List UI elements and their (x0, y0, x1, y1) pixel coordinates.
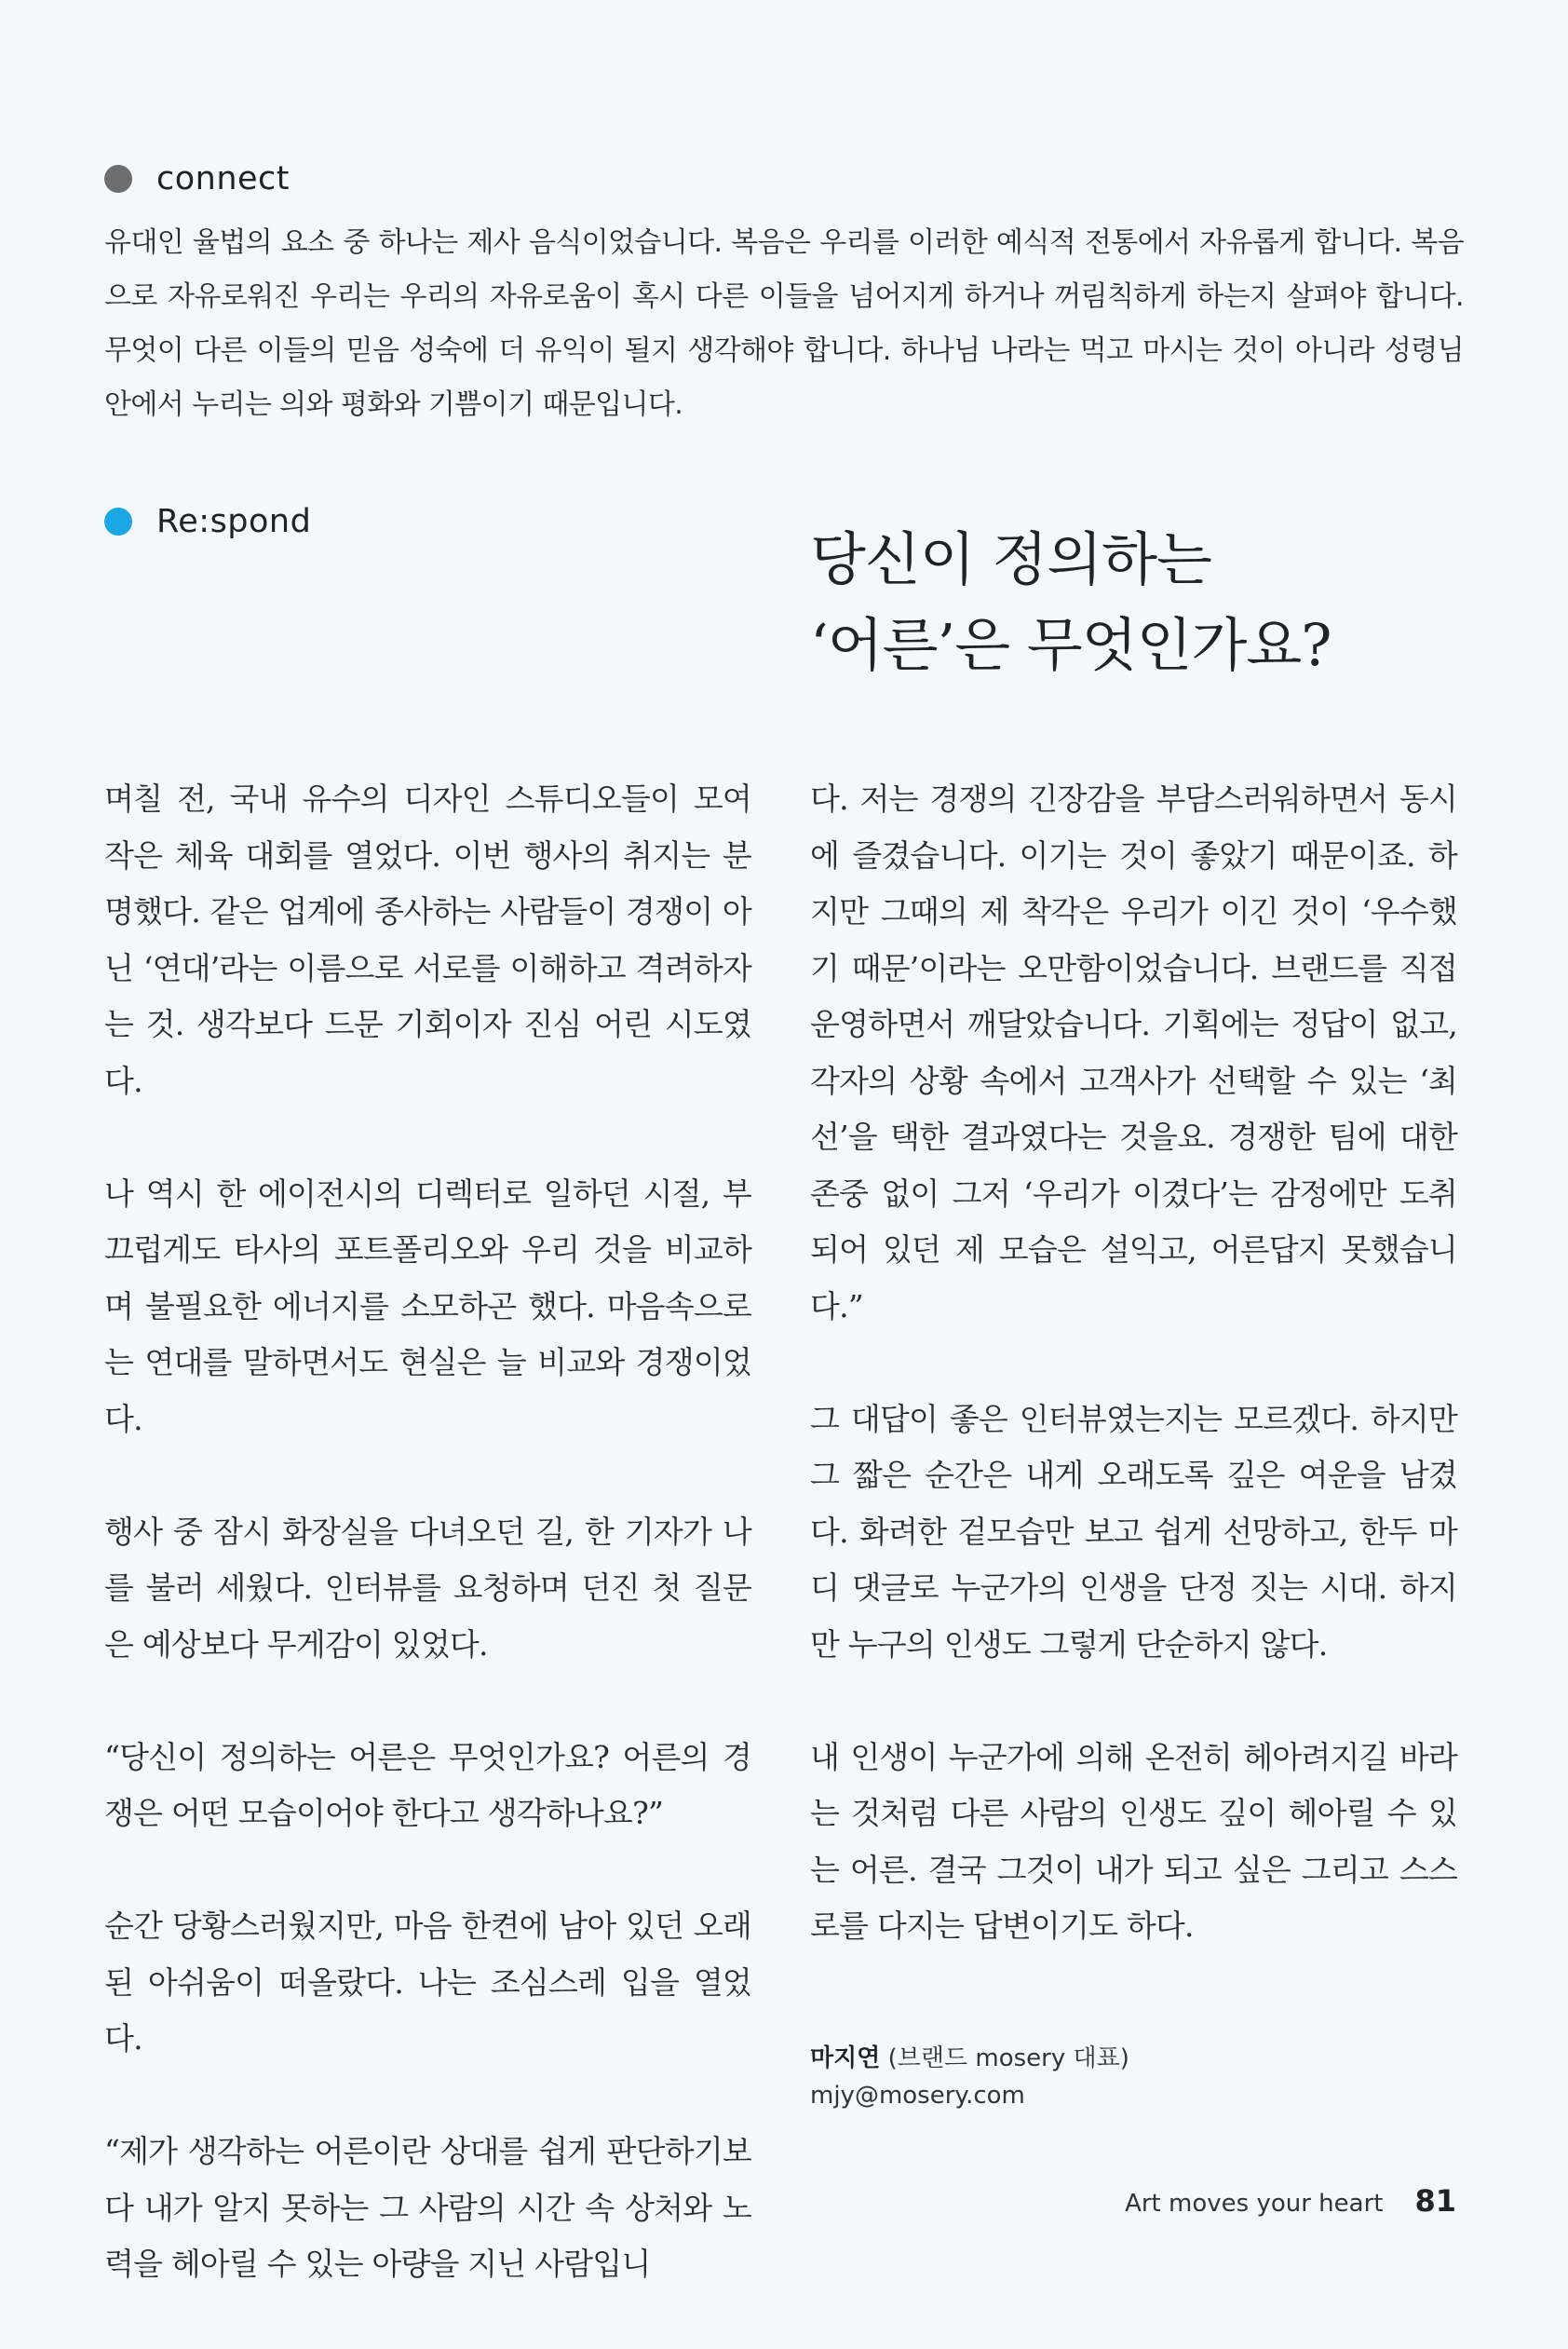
article-paragraph: 며칠 전, 국내 유수의 디자인 스튜디오들이 모여 작은 체육 대회를 열었다. 이번 행사의 취지는 분명했다. 같은 업계에 종사하는 사람들이 경쟁이 아닌 ‘연대’라는 이름으로 서로를 이해하고 격려하자는 것. 생각보다 드문 기회이자 진심 어린 시도였다. (104, 781, 751, 1099)
article-column-right (810, 771, 1457, 2011)
connect-section-header (104, 160, 290, 197)
article-paragraph: 다. 저는 경쟁의 긴장감을 부담스러워하면서 동시에 즐겼습니다. 이기는 것이 좋았기 때문이죠. 하지만 그때의 제 착각은 우리가 이긴 것이 ‘우수했기 때문’이라는 오만함이었습니다. 브랜드를 직접 운영하면서 깨달았습니다. 기획에는 정답이 없고, 각자의 상황 속에서 고객사가 선택할 수 있는 ‘최선’을 택한 결과였다는 것을요. 경쟁한 팀에 대한 존중 없이 그저 ‘우리가 이겼다’는 감정에만 도취되어 있던 제 모습은 설익고, 어른답지 못했습니다.” (810, 781, 1457, 1324)
author-role: (브랜드 mosery 대표) (887, 2044, 1129, 2072)
article-paragraph: 행사 중 잠시 화장실을 다녀오던 길, 한 기자가 나를 불러 세웠다. 인터뷰를 요청하며 던진 첫 질문은 예상보다 무게감이 있었다. (104, 1513, 751, 1663)
article-paragraph: “당신이 정의하는 어른은 무엇인가요? 어른의 경쟁은 어떤 모습이어야 한다고 생각하나요?” (104, 1738, 751, 1831)
article-paragraph: 내 인생이 누군가에 의해 온전히 헤아려지길 바라는 것처럼 다른 사람의 인생도 깊이 헤아릴 수 있는 어른. 결국 그것이 내가 되고 싶은 그리고 스스로를 다지는 답변이기도 하다. (810, 1738, 1457, 1944)
connect-body-text: 유대인 율법의 요소 중 하나는 제사 음식이었습니다. 복음은 우리를 이러한 예식적 전통에서 자유롭게 합니다. 복음으로 자유로워진 우리는 우리의 자유로움이 혹시 다른 이들을 넘어지게 하거나 꺼림칙하게 하는지 살펴야 합니다. 무엇이 다른 이들의 믿음 성숙에 더 유익이 될지 생각해야 합니다. 하나님 나라는 먹고 마시는 것이 아니라 성령님 안에서 누리는 의와 평화와 기쁨이기 때문입니다. (104, 226, 1464, 421)
footer-tagline: Art moves your heart (1125, 2190, 1384, 2218)
connect-bullet-icon (104, 165, 132, 193)
respond-label: Re:spond (156, 503, 312, 540)
author-email: mjy@mosery.com (810, 2082, 1025, 2110)
headline-line-2: ‘어른’은 무엇인가요? (810, 611, 1331, 679)
respond-section-header (104, 503, 311, 540)
author-name: 마지연 (810, 2044, 881, 2072)
article-column-left (104, 771, 751, 2349)
article-paragraph: 그 대답이 좋은 인터뷰였는지는 모르겠다. 하지만 그 짧은 순간은 내게 오래도록 깊은 여운을 남겼다. 화려한 겉모습만 보고 쉽게 선망하고, 한두 마디 댓글로 누군가의 인생을 단정 짓는 시대. 하지만 누구의 인생도 그렇게 단순하지 않다. (810, 1400, 1457, 1663)
respond-bullet-icon (104, 508, 132, 536)
connect-label: connect (156, 160, 291, 197)
article-paragraph: 순간 당황스러웠지만, 마음 한켠에 남아 있던 오래된 아쉬움이 떠올랐다. 나는 조심스레 입을 열었다. (104, 1908, 751, 2057)
page-number: 81 (1414, 2183, 1456, 2219)
page-footer (1125, 2183, 1456, 2219)
author-credit (810, 2040, 1129, 2114)
headline-line-1: 당신이 정의하는 (810, 525, 1211, 593)
article-paragraph: 나 역시 한 에이전시의 디렉터로 일하던 시절, 부끄럽게도 타사의 포트폴리오와 우리 것을 비교하며 불필요한 에너지를 소모하곤 했다. 마음속으로는 연대를 말하면서도 현실은 늘 비교와 경쟁이었다. (104, 1174, 751, 1437)
article-paragraph: “제가 생각하는 어른이란 상대를 쉽게 판단하기보다 내가 알지 못하는 그 사람의 시간 속 상처와 노력을 헤아릴 수 있는 아량을 지닌 사람입니 (104, 2133, 751, 2282)
article-headline (810, 517, 1480, 688)
